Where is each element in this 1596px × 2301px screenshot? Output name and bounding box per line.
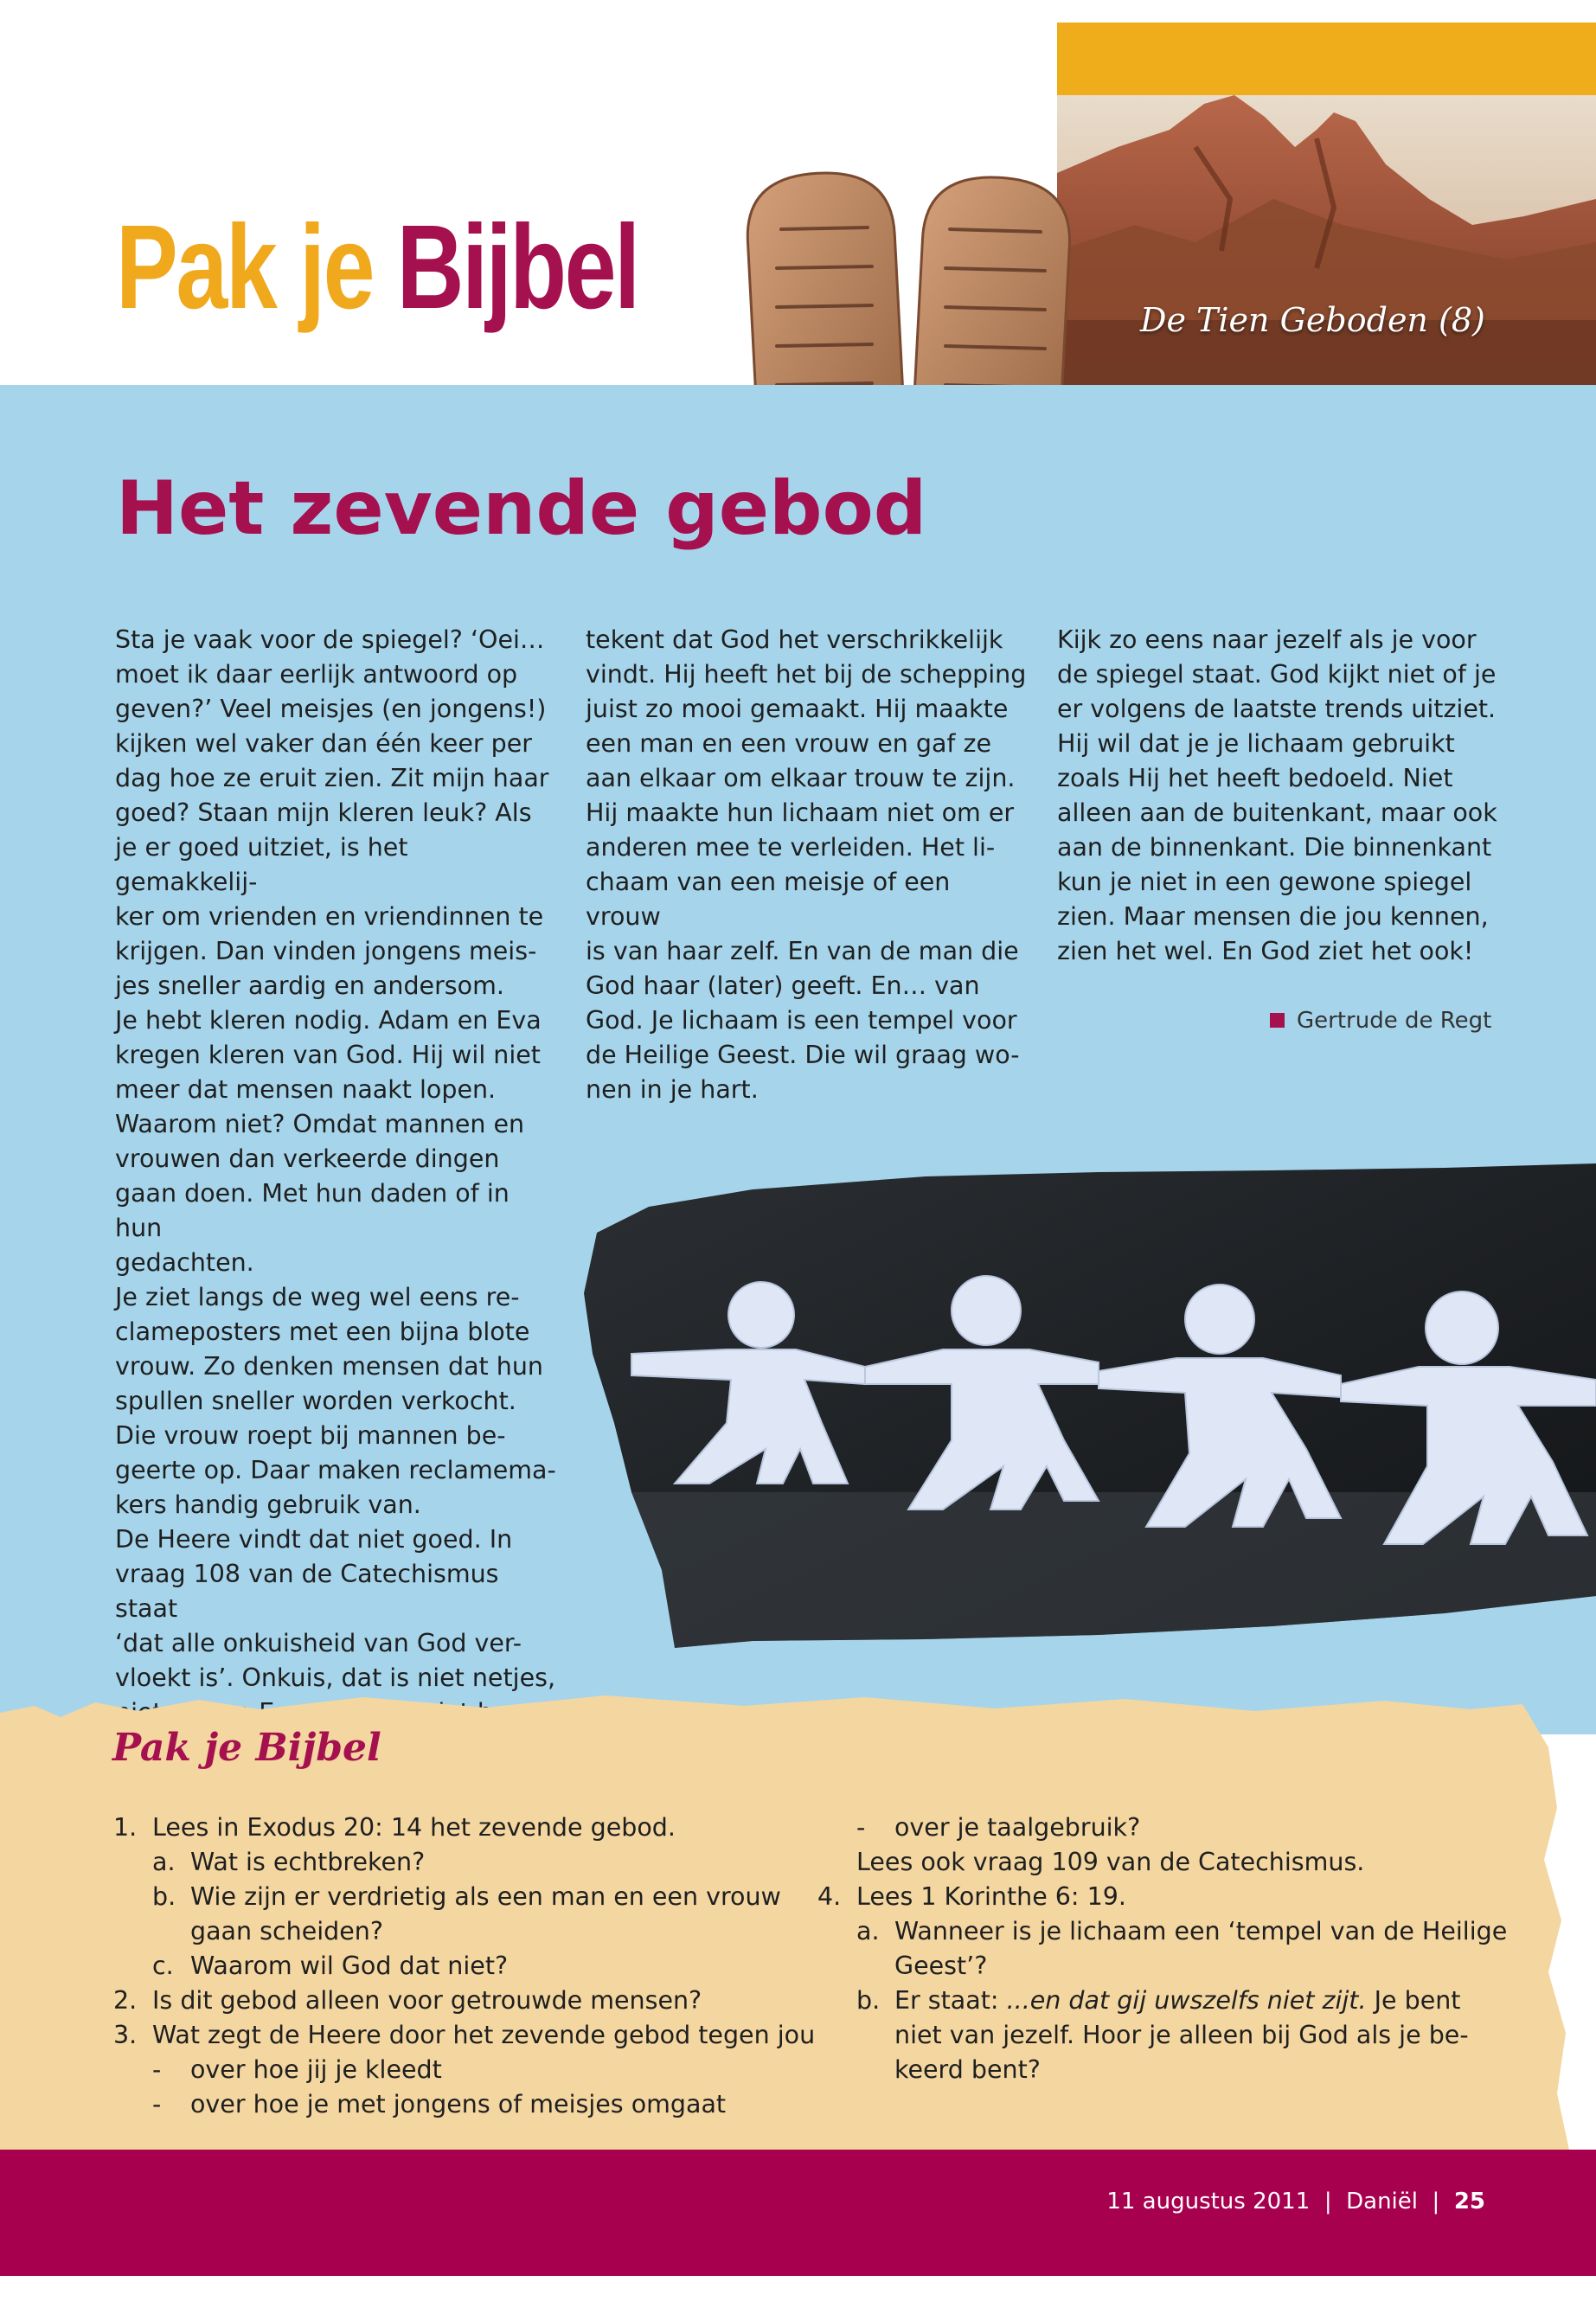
question-item bbox=[113, 1984, 823, 2018]
question-number: b. bbox=[856, 1986, 881, 2015]
article-line: Je ziet langs de weg wel eens re- bbox=[115, 1283, 520, 1311]
question-item bbox=[817, 2018, 1509, 2053]
article-line: clameposters met een bijna blote bbox=[115, 1317, 530, 1346]
question-number: c. bbox=[152, 1952, 174, 1980]
article-line: gaan doen. Met hun daden of in hun bbox=[115, 1179, 510, 1242]
question-item bbox=[113, 1914, 823, 1949]
question-number: 4. bbox=[817, 1882, 842, 1911]
article-line: geerte op. Daar maken reclamema- bbox=[115, 1456, 556, 1484]
question-number: a. bbox=[152, 1848, 176, 1876]
article-line: dag hoe ze eruit zien. Zit mijn haar bbox=[115, 764, 549, 792]
question-item bbox=[817, 1984, 1509, 2018]
article-line: God. Je lichaam is een tempel voor bbox=[586, 1006, 1017, 1035]
question-number: a. bbox=[856, 1917, 880, 1945]
question-text: Waarom wil God dat niet? bbox=[190, 1952, 509, 1980]
article-column-1 bbox=[115, 623, 556, 1730]
question-dash: - bbox=[856, 1813, 866, 1842]
question-lead: Er staat: bbox=[894, 1986, 1007, 2015]
questions-right bbox=[817, 1811, 1509, 2087]
article-line: Kijk zo eens naar jezelf als je voor bbox=[1057, 625, 1477, 654]
footer-info bbox=[1106, 2189, 1485, 2214]
article-line: de spiegel staat. God kijkt niet of je bbox=[1057, 660, 1497, 689]
question-item bbox=[113, 1880, 823, 1914]
magazine-name: Daniël bbox=[1346, 2189, 1418, 2214]
article-line: krijgen. Dan vinden jongens meis- bbox=[115, 937, 537, 965]
author-name: Gertrude de Regt bbox=[1297, 1008, 1492, 1034]
question-text: Geest’? bbox=[894, 1952, 988, 1980]
question-text: Wanneer is je lichaam een ‘tempel van de Heilige bbox=[894, 1917, 1508, 1945]
article-line: juist zo mooi gemaakt. Hij maakte bbox=[586, 695, 1009, 723]
question-number: 2. bbox=[113, 1986, 138, 2015]
logo-word-pak-je: Pak je bbox=[116, 201, 374, 334]
box-title: Pak je Bijbel bbox=[112, 1726, 381, 1770]
article-line: vloekt is’. Onkuis, dat is niet netjes, bbox=[115, 1663, 556, 1692]
question-item bbox=[113, 1845, 823, 1880]
article-line: zoals Hij het heeft bedoeld. Niet bbox=[1057, 764, 1453, 792]
logo-word-bijbel: Bijbel bbox=[396, 201, 638, 334]
article-line: Sta je vaak voor de spiegel? ‘Oei… bbox=[115, 625, 545, 654]
question-item bbox=[817, 1811, 1509, 1845]
article-line: zien. Maar mensen die jou kennen, bbox=[1057, 902, 1489, 931]
article-line: je er goed uitziet, is het gemakkelij- bbox=[115, 833, 408, 896]
question-item bbox=[113, 1811, 823, 1845]
question-text: Lees in Exodus 20: 14 het zevende gebod. bbox=[152, 1813, 676, 1842]
page-number: 25 bbox=[1453, 2189, 1485, 2214]
article-headline: Het zevende gebod bbox=[116, 465, 927, 552]
footer-separator: | bbox=[1324, 2189, 1332, 2214]
article-line: geven?’ Veel meisjes (en jongens!) bbox=[115, 695, 547, 723]
article-line: kun je niet in een gewone spiegel bbox=[1057, 868, 1472, 896]
question-item bbox=[817, 1880, 1509, 1914]
article-line: aan elkaar om elkaar trouw te zijn. bbox=[586, 764, 1016, 792]
article-line: goed? Staan mijn kleren leuk? Als bbox=[115, 798, 532, 827]
question-dash: - bbox=[152, 2090, 162, 2118]
article-line: God haar (later) geeft. En… van bbox=[586, 971, 980, 1000]
article-line: vrouw. Zo denken mensen dat hun bbox=[115, 1352, 543, 1381]
question-text: Wie zijn er verdrietig als een man en een vrouw bbox=[190, 1882, 781, 1911]
article-line: chaam van een meisje of een vrouw bbox=[586, 868, 951, 931]
article-line: vraag 108 van de Catechismus staat bbox=[115, 1560, 499, 1623]
article-line: zien het wel. En God ziet het ook! bbox=[1057, 937, 1474, 965]
question-item bbox=[817, 1914, 1509, 1949]
question-item bbox=[817, 1845, 1509, 1880]
article-line: vrouwen dan verkeerde dingen bbox=[115, 1144, 500, 1173]
article-line: jes sneller aardig en andersom. bbox=[115, 971, 504, 1000]
question-number: 3. bbox=[113, 2021, 138, 2049]
article-column-3 bbox=[1057, 623, 1498, 969]
article-line: meer dat mensen naakt lopen. bbox=[115, 1075, 497, 1104]
question-text: Wat is echtbreken? bbox=[190, 1848, 426, 1876]
orange-bar bbox=[1057, 22, 1596, 99]
article-line: Hij maakte hun lichaam niet om er bbox=[586, 798, 1015, 827]
article-line: vindt. Hij heeft het bij de schepping bbox=[586, 660, 1027, 689]
article-column-2 bbox=[586, 623, 1027, 1107]
question-text bbox=[894, 1984, 1509, 2018]
question-item bbox=[817, 1949, 1509, 1984]
article-line: kers handig gebruik van. bbox=[115, 1490, 421, 1519]
issue-date: 11 augustus 2011 bbox=[1106, 2189, 1311, 2214]
article-line: tekent dat God het verschrikkelijk bbox=[586, 625, 1003, 654]
question-item bbox=[113, 2018, 823, 2053]
question-dash: - bbox=[152, 2055, 162, 2084]
question-text: over hoe jij je kleedt bbox=[190, 2055, 442, 2084]
mountain-photo bbox=[1057, 95, 1596, 385]
article-line: anderen mee te verleiden. Het li- bbox=[586, 833, 996, 862]
article-line: spullen sneller worden verkocht. bbox=[115, 1387, 516, 1415]
bottom-margin bbox=[0, 2276, 1596, 2301]
article-line: is van haar zelf. En van de man die bbox=[586, 937, 1019, 965]
article-line: er volgens de laatste trends uitziet. bbox=[1057, 695, 1497, 723]
article-line: Je hebt kleren nodig. Adam en Eva bbox=[115, 1006, 542, 1035]
article-line: kregen kleren van God. Hij wil niet bbox=[115, 1041, 541, 1069]
article-line: moet ik daar eerlijk antwoord op bbox=[115, 660, 518, 689]
article-line: ‘dat alle onkuisheid van God ver- bbox=[115, 1629, 522, 1657]
article-line: nen in je hart. bbox=[586, 1075, 759, 1104]
article-line: kijken wel vaker dan één keer per bbox=[115, 729, 532, 758]
article-line: gedachten. bbox=[115, 1248, 254, 1277]
question-number: b. bbox=[152, 1882, 176, 1911]
question-item bbox=[113, 1949, 823, 1984]
article-line: alleen aan de buitenkant, maar ook bbox=[1057, 798, 1497, 827]
article-line: De Heere vindt dat niet goed. In bbox=[115, 1525, 513, 1554]
question-text: niet van jezelf. Hoor je alleen bij God als je be- bbox=[894, 2021, 1469, 2049]
series-label: De Tien Geboden (8) bbox=[1140, 301, 1485, 339]
article-line: Hij wil dat je je lichaam gebruikt bbox=[1057, 729, 1455, 758]
bible-quote: ...en dat gij uwszelfs niet zijt. bbox=[1006, 1986, 1367, 2015]
question-text: over je taalgebruik? bbox=[894, 1813, 1141, 1842]
question-text: keerd bent? bbox=[894, 2055, 1041, 2084]
question-item bbox=[113, 2053, 823, 2087]
article-line: Waarom niet? Omdat mannen en bbox=[115, 1110, 525, 1138]
questions-left bbox=[113, 1811, 823, 2122]
question-item bbox=[113, 2087, 823, 2122]
question-text: gaan scheiden? bbox=[190, 1917, 383, 1945]
paper-dolls-photo bbox=[580, 1163, 1596, 1648]
author-byline bbox=[1270, 1008, 1491, 1034]
footer-separator: | bbox=[1432, 2189, 1440, 2214]
question-text: over hoe je met jongens of meisjes omgaat bbox=[190, 2090, 727, 2118]
question-item bbox=[817, 2053, 1509, 2087]
question-text: Wat zegt de Heere door het zevende gebod tegen jou bbox=[152, 2021, 816, 2049]
magazine-section-logo bbox=[116, 201, 638, 334]
question-text: Lees 1 Korinthe 6: 19. bbox=[856, 1882, 1126, 1911]
byline-square-icon bbox=[1270, 1013, 1285, 1028]
question-text: Is dit gebod alleen voor getrouwde mensen? bbox=[152, 1986, 702, 2015]
article-line: de Heilige Geest. Die wil graag wo- bbox=[586, 1041, 1020, 1069]
question-text-rest: Je bent bbox=[1366, 1986, 1461, 2015]
article-line: ker om vrienden en vriendinnen te bbox=[115, 902, 544, 931]
question-text: Lees ook vraag 109 van de Catechismus. bbox=[856, 1848, 1365, 1876]
question-number: 1. bbox=[113, 1813, 138, 1842]
article-line: een man en een vrouw en gaf ze bbox=[586, 729, 992, 758]
article-line: Die vrouw roept bij mannen be- bbox=[115, 1421, 506, 1450]
article-line: aan de binnenkant. Die binnenkant bbox=[1057, 833, 1492, 862]
